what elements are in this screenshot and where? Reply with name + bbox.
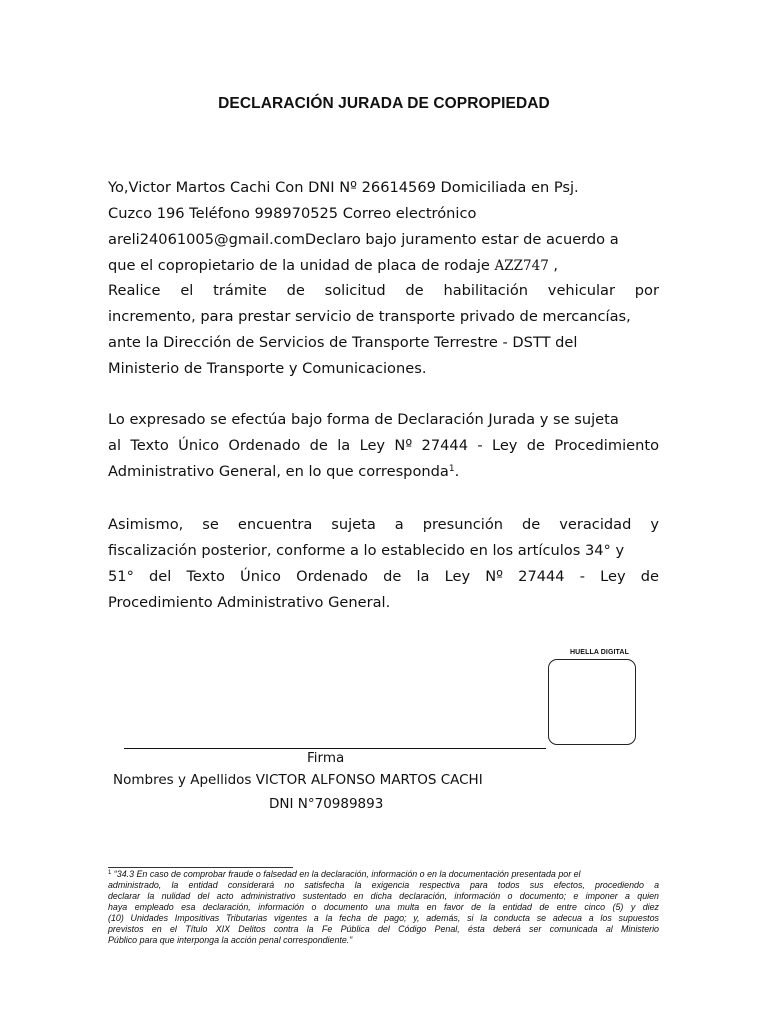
- paragraph-line: fiscalización posterior, conforme a lo establecido en los artículos 34° y: [108, 542, 625, 559]
- footnote-separator: [108, 867, 293, 868]
- footnote-text: “34.3 En caso de comprobar fraude o falsedad en la declaración, información o en la documentación presentada por el: [111, 869, 581, 879]
- signer-names: Nombres y Apellidos VICTOR ALFONSO MARTOS CACHI: [113, 772, 483, 788]
- paragraph-line: Ministerio de Transporte y Comunicaciones.: [108, 360, 427, 377]
- footnote-line: Público para que interponga la acción penal correspondiente.”: [108, 935, 353, 945]
- paragraph-text: Administrativo General, en lo que corresponda: [108, 463, 449, 480]
- paragraph-end: .: [454, 463, 460, 480]
- footnote-reference: 1: [448, 464, 455, 474]
- paragraph-line: Yo,Victor Martos Cachi Con DNI Nº 26614569 Domiciliada en Psj.: [108, 179, 579, 196]
- paragraph-line: ante la Dirección de Servicios de Transporte Terrestre - DSTT del: [108, 334, 578, 351]
- signature-line: [124, 748, 546, 749]
- footnote-line: declarar la nulidad del acto administrativo sustentado en dicha declaración, información o documento; e imponer a quien: [108, 891, 659, 901]
- footnote-line: administrado, la entidad considerará no satisfecha la exigencia respectiva para todos sus efectos, procediendo a: [108, 880, 659, 890]
- paragraph-line: Asimismo, se encuentra sujeta a presunción de veracidad y: [108, 516, 659, 533]
- footnote-line: (10) Unidades Impositivas Tributarias vigentes a la fecha de pago; y, además, si la conducta se adecua a los supuestos: [108, 913, 659, 923]
- document-title: DECLARACIÓN JURADA DE COPROPIEDAD: [218, 95, 550, 112]
- paragraph-line: Lo expresado se efectúa bajo forma de Declaración Jurada y se sujeta: [108, 411, 619, 428]
- footnote-line: haya empleado esa declaración, información o documento una multa en favor de la entidad de entre cinco (5) y diez: [108, 902, 659, 912]
- paragraph-text: que el copropietario de la unidad de placa de rodaje: [108, 257, 490, 274]
- paragraph-line: al Texto Único Ordenado de la Ley Nº 27444 - Ley de Procedimiento: [108, 437, 659, 454]
- signature-label: Firma: [307, 750, 345, 766]
- signer-dni: DNI N°70989893: [269, 796, 384, 812]
- paragraph-line: [108, 257, 659, 275]
- paragraph-line: [108, 463, 659, 481]
- fingerprint-box: [548, 659, 636, 745]
- plate-suffix: ,: [548, 257, 559, 274]
- footnote-line: previstos en el Título XIX Delitos contra la Fe Pública del Código Penal, ésta deberá ser comunicada al Ministerio: [108, 924, 659, 934]
- paragraph-line: Cuzco 196 Teléfono 998970525 Correo electrónico: [108, 205, 477, 222]
- paragraph-line: Realice el trámite de solicitud de habilitación vehicular por: [108, 282, 659, 299]
- paragraph-line: areli24061005@gmail.comDeclaro bajo juramento estar de acuerdo a: [108, 231, 619, 248]
- paragraph-line: 51° del Texto Único Ordenado de la Ley Nº 27444 - Ley de: [108, 568, 659, 585]
- paragraph-line: Procedimiento Administrativo General.: [108, 594, 391, 611]
- footnote-number: 1: [108, 870, 112, 876]
- paragraph-line: incremento, para prestar servicio de transporte privado de mercancías,: [108, 308, 631, 325]
- plate-number: AZZ747: [494, 258, 549, 274]
- footnote-line: [108, 869, 659, 880]
- fingerprint-label: HUELLA DIGITAL: [570, 649, 629, 656]
